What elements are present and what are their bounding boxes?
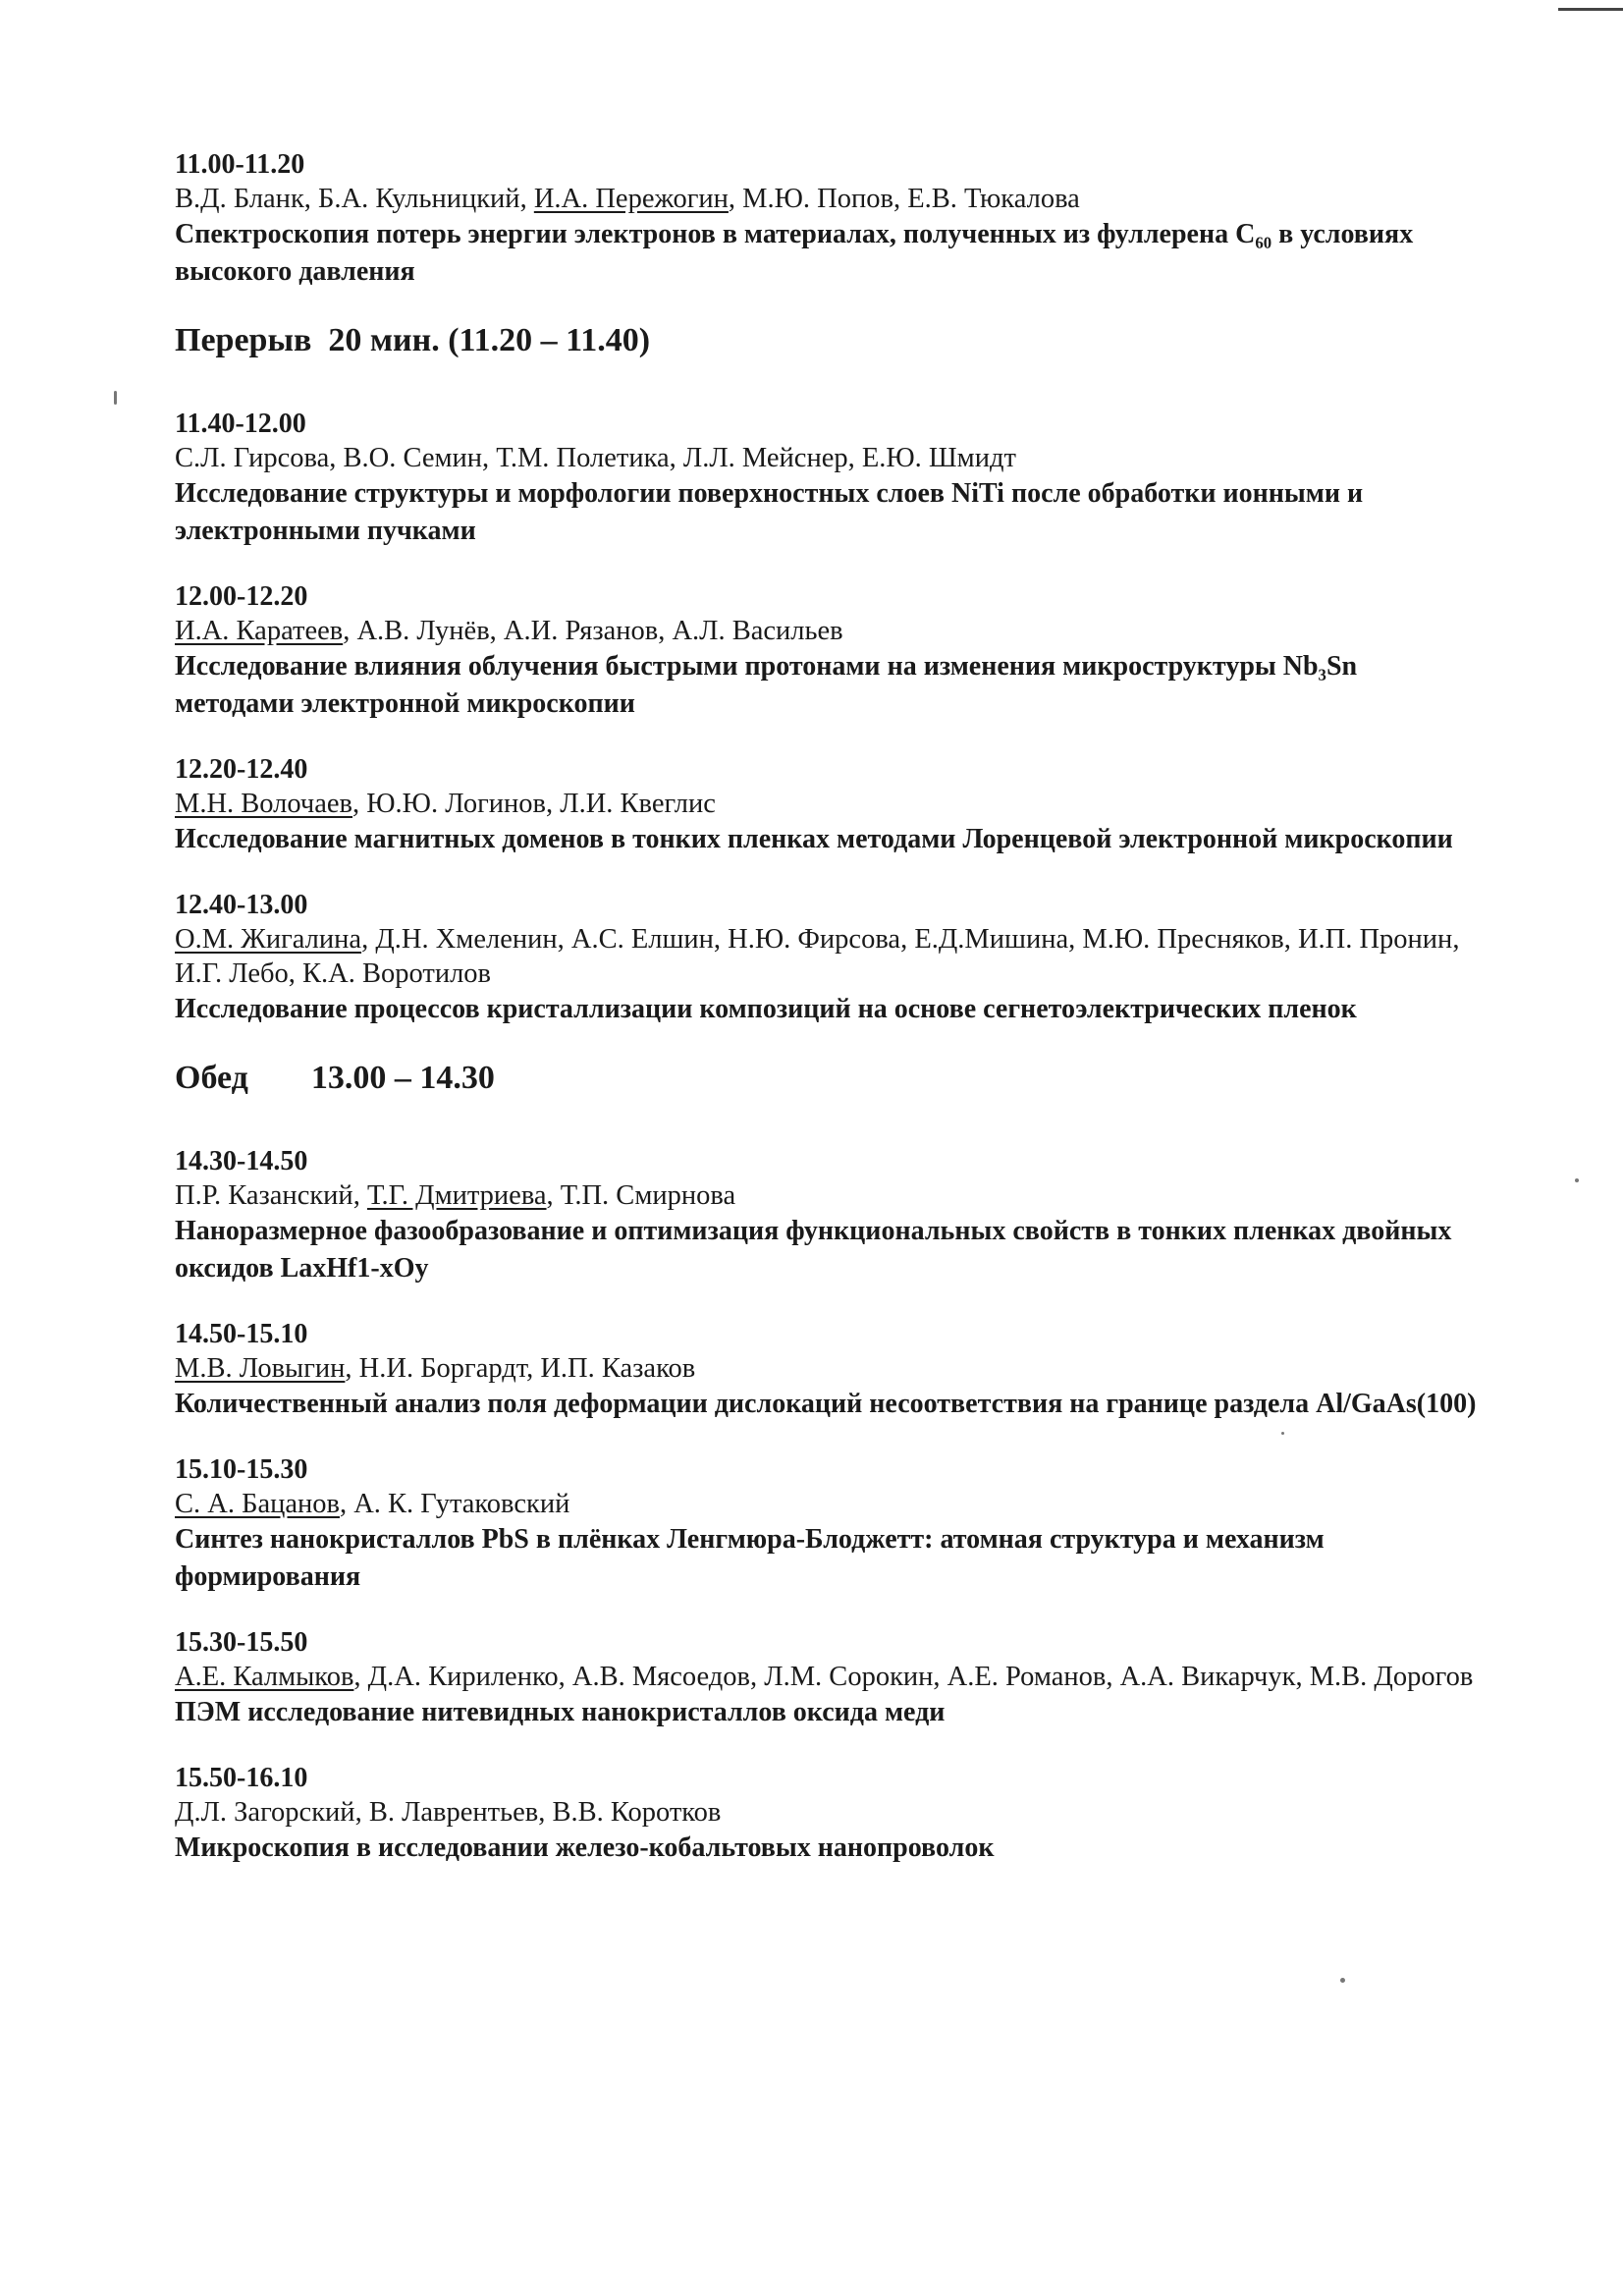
author-name: Д.А. Кириленко [367,1662,559,1692]
talk-title: Микроскопия в исследовании железо-кобальтовых нанопроволок [175,1832,995,1863]
author-name: Н.И. Боргардт [358,1353,527,1384]
talk-title: Исследование магнитных доменов в тонких пленках методами Лоренцевой электронной микроскопии [175,824,1453,854]
author-name: Л.И. Квеглис [560,789,716,819]
talk-title: Исследование процессов кристаллизации композиций на основе сегнетоэлектрических пленок [175,994,1357,1024]
author-name: И.П. Пронин [1297,924,1453,955]
coffee-break-label: Перерыв 20 мин. (11.20 – 11.40) [175,322,651,358]
talk-title: Спектроскопия потерь энергии электронов в материалах, полученных из фуллерена С₆₀ в условиях высокого давления [175,219,1414,287]
session-after-lunch [175,1144,1481,1867]
author-name: Е.В. Тюкалова [907,184,1080,214]
talk-entry [175,579,1481,723]
talk-title: Количественный анализ поля деформации дислокаций несоответствия на границе раздела Al/GaAs(100) [175,1389,1477,1419]
scan-speck [114,391,117,405]
talk-time: 11.40-12.00 [175,409,306,439]
author-name: Н.Ю. Фирсова [728,924,901,955]
author-name: А.В. Мясоедов [571,1662,751,1692]
talk-title: Исследование структуры и морфологии поверхностных слоев NiTi после обработки ионными и электронными пучками [175,478,1364,546]
author-name: Д.Л. Загорский [175,1797,355,1828]
author-name: А.В. Лунёв [356,616,490,646]
talk-title: Исследование влияния облучения быстрыми протонами на изменения микроструктуры Nb₃Sn методами электронной микроскопии [175,651,1358,719]
talk-title: Синтез нанокристаллов PbS в плёнках Ленгмюра-Блоджетт: атомная структура и механизм формирования [175,1524,1325,1592]
author-name: Д.Н. Хмеленин [375,924,558,955]
speaker-name: С. А. Бацанов [175,1489,340,1519]
author-name: А.А. Викарчук [1119,1662,1296,1692]
session-before-break [175,147,1481,291]
program-page [175,147,1481,1896]
lunch-label: Обед [175,1060,248,1096]
talk-authors: И.А. Каратеев, А.В. Лунёв, А.И. Рязанов, А.Л. Васильев [175,616,843,646]
author-name: А.Л. Васильев [672,616,843,646]
author-name: М.Ю. Пресняков [1082,924,1284,955]
author-name: М.Ю. Попов [742,184,893,214]
author-name: Т.М. Полетика [496,443,670,473]
talk-entry [175,1452,1481,1596]
talk-time: 15.50-16.10 [175,1763,308,1793]
talk-authors: А.Е. Калмыков, Д.А. Кириленко, А.В. Мясоедов, Л.М. Сорокин, А.Е. Романов, А.А. Викарчук, М.В. Дорогов [175,1662,1474,1692]
author-name: Ю.Ю. Логинов [366,789,546,819]
author-name: Б.А. Кульницкий [318,184,520,214]
talk-time: 14.50-15.10 [175,1319,308,1349]
scan-edge-mark [1558,8,1623,11]
talk-entry [175,888,1481,1028]
talk-entry [175,1144,1481,1287]
author-name: В.Д. Бланк [175,184,304,214]
talk-title: ПЭМ исследование нитевидных нанокристаллов оксида меди [175,1697,946,1727]
author-name: С.Л. Гирсова [175,443,330,473]
talk-authors: С.Л. Гирсова, В.О. Семин, Т.М. Полетика, Л.Л. Мейснер, Е.Ю. Шмидт [175,443,1016,473]
lunch-time: 13.00 – 14.30 [310,1060,495,1096]
talk-time: 11.00-11.20 [175,149,305,180]
scan-speck [1575,1178,1579,1182]
talk-time: 12.00-12.20 [175,581,308,612]
speaker-name: И.А. Каратеев [175,616,344,646]
talk-entry [175,1625,1481,1731]
author-name: В. Лаврентьев [368,1797,539,1828]
talk-authors: М.В. Ловыгин, Н.И. Боргардт, И.П. Казаков [175,1353,696,1384]
talk-authors: М.Н. Волочаев, Ю.Ю. Логинов, Л.И. Квеглис [175,789,716,819]
session-before-lunch [175,407,1481,1028]
speaker-name: М.В. Ловыгин [175,1353,346,1384]
talk-authors: О.М. Жигалина, Д.Н. Хмеленин, А.С. Елшин, Н.Ю. Фирсова, Е.Д.Мишина, М.Ю. Пресняков, И.П. Пронин, И.Г. Лебо, К.А. Воротилов [175,924,1460,989]
talk-authors: П.Р. Казанский, Т.Г. Дмитриева, Т.П. Смирнова [175,1180,736,1211]
talk-entry [175,407,1481,550]
author-name: П.Р. Казанский [175,1180,353,1211]
author-name: М.В. Дорогов [1309,1662,1474,1692]
talk-entry [175,1317,1481,1423]
author-name: А. К. Гутаковский [353,1489,570,1519]
scan-speck [1340,1978,1345,1983]
lunch-break [175,1058,1481,1099]
talk-entry [175,752,1481,858]
speaker-name: О.М. Жигалина [175,924,362,955]
author-name: Е.Ю. Шмидт [861,443,1016,473]
talk-entry [175,147,1481,291]
talk-title: Наноразмерное фазообразование и оптимизация функциональных свойств в тонких пленках двойных оксидов LaxHf1-xOy [175,1216,1452,1284]
talk-time: 12.40-13.00 [175,890,308,920]
author-name: Т.П. Смирнова [560,1180,736,1211]
speaker-name: М.Н. Волочаев [175,789,353,819]
speaker-name: Т.Г. Дмитриева [366,1180,547,1211]
talk-entry [175,1761,1481,1867]
talk-authors: С. А. Бацанов, А. К. Гутаковский [175,1489,570,1519]
author-name: Л.Л. Мейснер [682,443,848,473]
talk-time: 15.10-15.30 [175,1454,308,1485]
author-name: А.И. Рязанов [503,616,659,646]
author-name: И.Г. Лебо [175,958,289,989]
author-name: К.А. Воротилов [302,958,492,989]
author-name: И.П. Казаков [540,1353,696,1384]
talk-time: 15.30-15.50 [175,1627,308,1658]
author-name: В.О. Семин [343,443,483,473]
talk-authors: В.Д. Бланк, Б.А. Кульницкий, И.А. Пережогин, М.Ю. Попов, Е.В. Тюкалова [175,184,1080,214]
author-name: В.В. Коротков [552,1797,722,1828]
talk-time: 12.20-12.40 [175,754,308,785]
speaker-name: И.А. Пережогин [533,184,729,214]
author-name: А.С. Елшин [570,924,714,955]
author-name: Л.М. Сорокин [764,1662,934,1692]
talk-time: 14.30-14.50 [175,1146,308,1176]
author-name: Е.Д.Мишина [914,924,1069,955]
author-name: А.Е. Романов [947,1662,1107,1692]
coffee-break [175,320,1481,361]
speaker-name: А.Е. Калмыков [175,1662,354,1692]
talk-authors: Д.Л. Загорский, В. Лаврентьев, В.В. Коротков [175,1797,722,1828]
